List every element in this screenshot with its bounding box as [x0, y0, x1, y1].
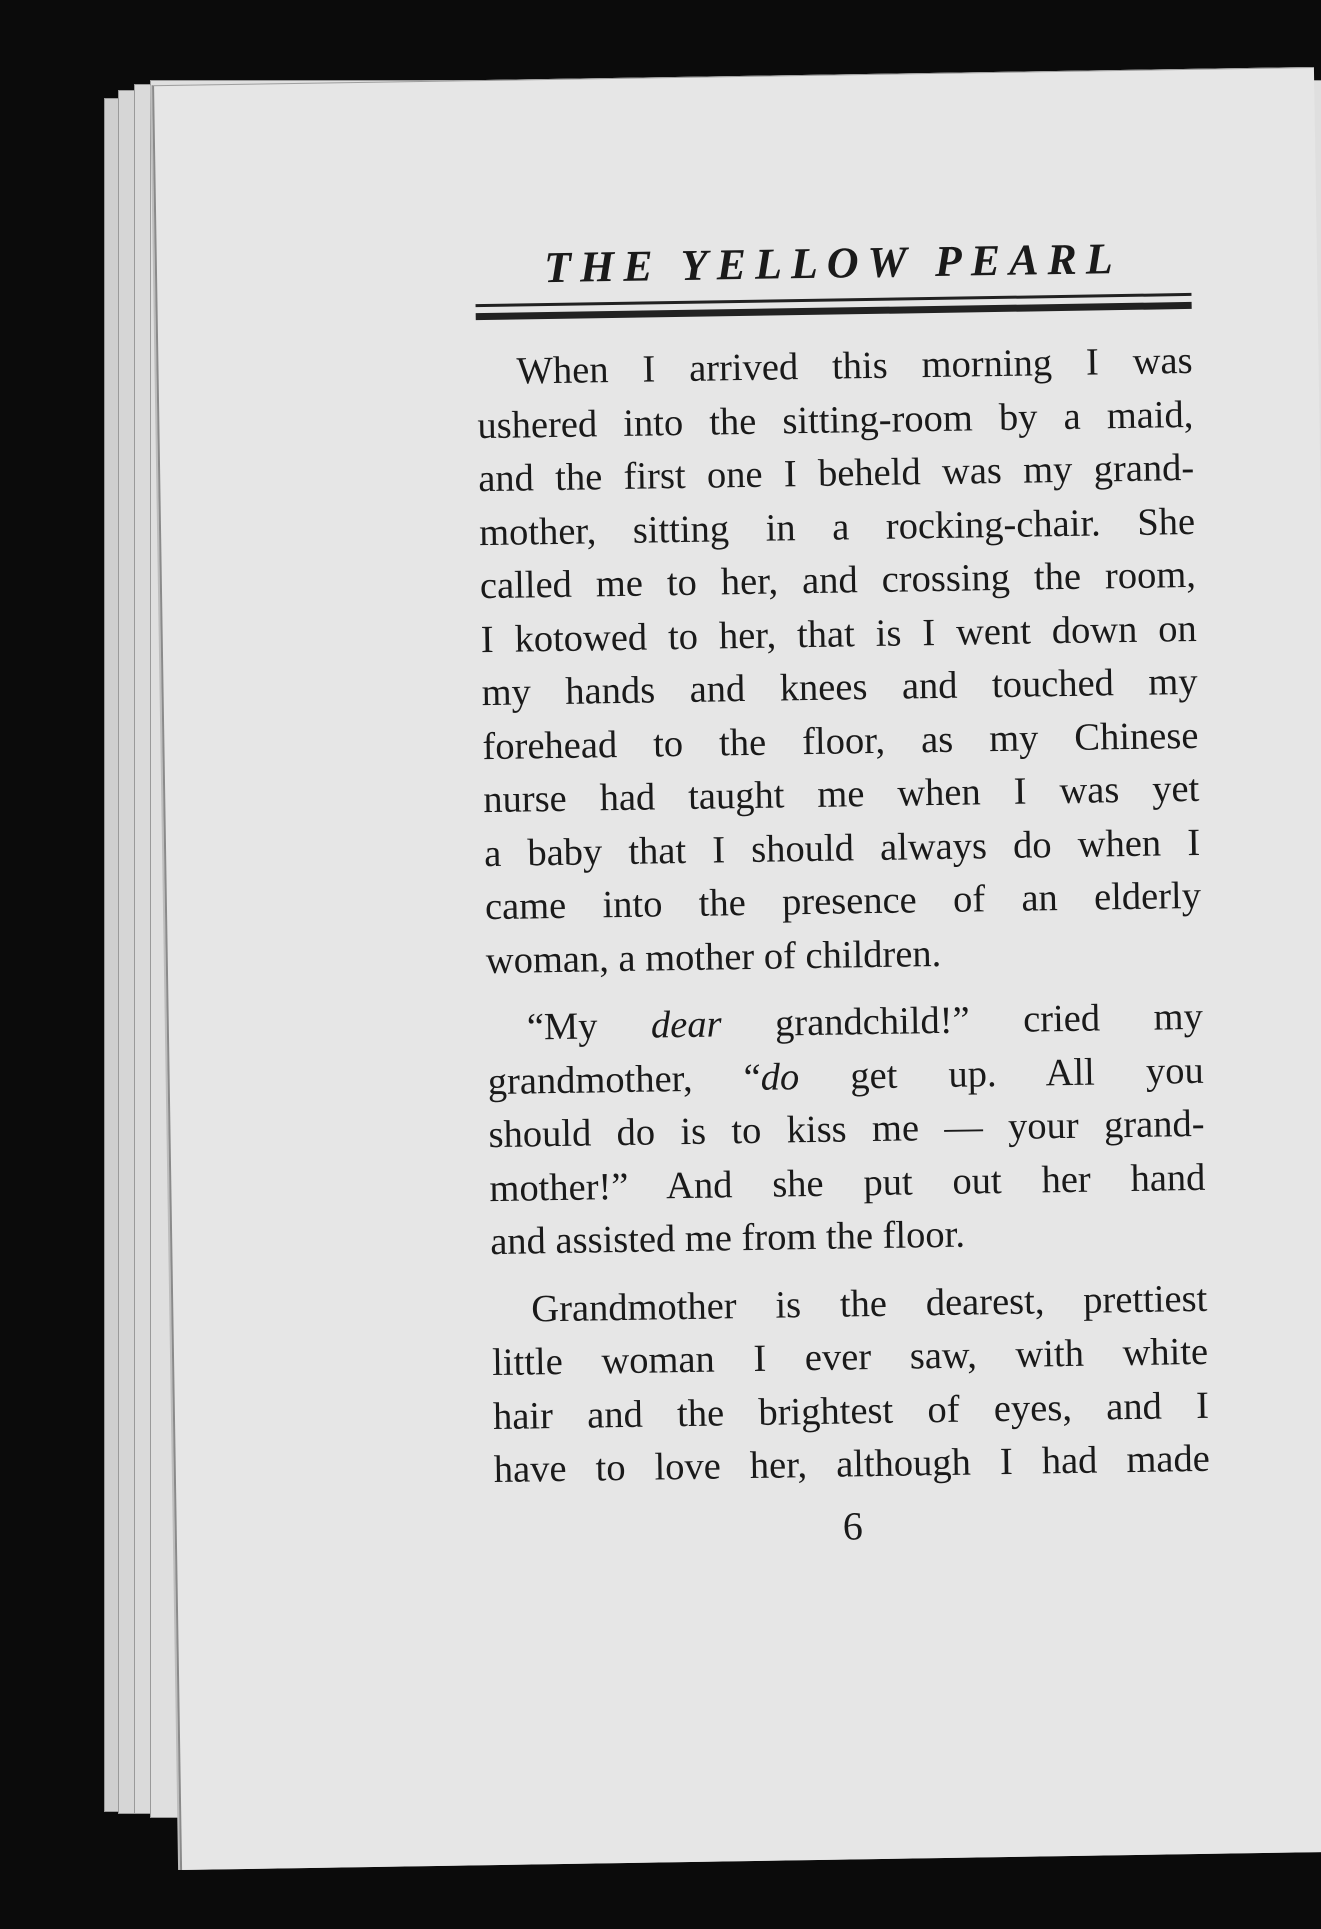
text-line: mother!” And she put out her hand — [489, 1156, 1206, 1210]
text-line: hair and the brightest of eyes, and I — [492, 1384, 1210, 1438]
text-line: nurse had taught me when I was yet — [482, 767, 1200, 822]
text-line: called me to her, and crossing the room, — [479, 553, 1197, 608]
text-line: ushered into the sitting-room by a maid, — [477, 393, 1194, 447]
text-line: When I arrived this morning I was — [516, 339, 1193, 393]
paragraph — [486, 991, 1206, 1270]
text-line: should do is to kiss me — your grand- — [488, 1102, 1205, 1157]
text-line: and assisted me from the floor. — [489, 1213, 966, 1264]
page-number: 6 — [842, 1502, 864, 1549]
book-page — [152, 67, 1321, 1870]
text-line: woman, a mother of children. — [485, 932, 942, 982]
text-block — [475, 232, 1212, 1555]
text-line: Grandmother is the dearest, prettiest — [530, 1277, 1208, 1330]
text-line: came into the presence of an elderly — [484, 874, 1202, 929]
text-line: little woman I ever saw, with white — [491, 1330, 1209, 1385]
text-line: I kotowed to her, that is I went down on — [480, 607, 1198, 661]
text-line: grandmother, “do get up. All you — [487, 1049, 1204, 1103]
text-line: a baby that I should always do when I — [483, 821, 1201, 875]
text-line: mother, sitting in a rocking-chair. She — [478, 500, 1196, 554]
text-line: “My dear grandchild!” cried my — [526, 995, 1204, 1049]
text-line: and the first one I beheld was my grand- — [477, 446, 1195, 501]
paragraph — [476, 335, 1202, 988]
running-head: THE YELLOW PEARL — [475, 232, 1192, 307]
text-line: my hands and knees and touched my — [481, 660, 1198, 715]
paragraph — [491, 1272, 1210, 1497]
text-line: have to love her, although I had made — [493, 1437, 1211, 1492]
text-line: forehead to the floor, as my Chinese — [482, 714, 1199, 768]
